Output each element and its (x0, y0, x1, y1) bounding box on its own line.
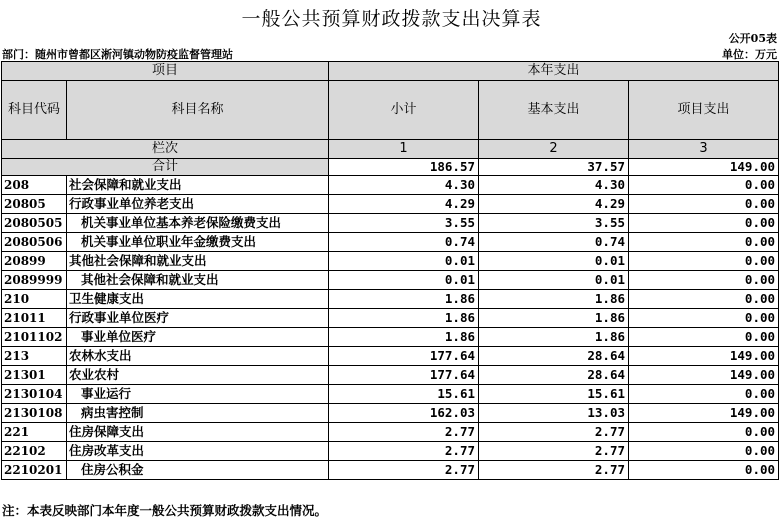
row-subtotal: 1.86 (329, 290, 479, 309)
row-subtotal: 0.74 (329, 233, 479, 252)
row-basic: 28.64 (479, 366, 629, 385)
row-code: 21011 (2, 309, 67, 328)
table-row (2, 347, 779, 366)
unit-label: 单位：万元 (722, 48, 777, 61)
row-project: 0.00 (629, 271, 779, 290)
table-row (2, 233, 779, 252)
row-subtotal: 3.55 (329, 214, 479, 233)
total-basic: 37.57 (479, 159, 629, 176)
row-subtotal: 2.77 (329, 423, 479, 442)
row-basic: 1.86 (479, 309, 629, 328)
row-basic: 1.86 (479, 290, 629, 309)
row-subtotal: 0.01 (329, 271, 479, 290)
row-basic: 3.55 (479, 214, 629, 233)
form-number: 公开05表 (728, 32, 777, 45)
row-basic: 15.61 (479, 385, 629, 404)
row-project: 0.00 (629, 442, 779, 461)
row-name: 住房公积金 (67, 461, 329, 480)
header-code: 科目代码 (2, 81, 67, 140)
row-code: 2130104 (2, 385, 67, 404)
row-project: 0.00 (629, 214, 779, 233)
row-name: 事业单位医疗 (67, 328, 329, 347)
row-code: 20805 (2, 195, 67, 214)
row-project: 0.00 (629, 461, 779, 480)
row-basic: 4.29 (479, 195, 629, 214)
table-row (2, 309, 779, 328)
row-basic: 28.64 (479, 347, 629, 366)
table-row (2, 423, 779, 442)
row-subtotal: 162.03 (329, 404, 479, 423)
table-row (2, 461, 779, 480)
row-name: 行政事业单位养老支出 (67, 195, 329, 214)
row-basic: 13.03 (479, 404, 629, 423)
row-code: 22102 (2, 442, 67, 461)
row-project: 0.00 (629, 195, 779, 214)
row-name: 机关事业单位职业年金缴费支出 (67, 233, 329, 252)
row-project: 0.00 (629, 328, 779, 347)
row-code: 2080506 (2, 233, 67, 252)
header-basic: 基本支出 (479, 81, 629, 140)
total-label: 合计 (2, 159, 329, 176)
row-code: 20899 (2, 252, 67, 271)
row-subtotal: 1.86 (329, 309, 479, 328)
table-body (2, 176, 779, 480)
row-subtotal: 15.61 (329, 385, 479, 404)
table-row (2, 404, 779, 423)
row-basic: 0.01 (479, 252, 629, 271)
header-subtotal: 小计 (329, 81, 479, 140)
report-title: 一般公共预算财政拨款支出决算表 (241, 8, 542, 30)
row-project: 0.00 (629, 423, 779, 442)
row-code: 21301 (2, 366, 67, 385)
row-basic: 0.01 (479, 271, 629, 290)
row-basic: 0.74 (479, 233, 629, 252)
row-code: 2210201 (2, 461, 67, 480)
row-name: 病虫害控制 (67, 404, 329, 423)
row-code: 210 (2, 290, 67, 309)
row-project: 149.00 (629, 366, 779, 385)
row-basic: 2.77 (479, 423, 629, 442)
table-row (2, 366, 779, 385)
row-code: 221 (2, 423, 67, 442)
header-column-index: 栏次 (2, 140, 329, 159)
row-code: 2089999 (2, 271, 67, 290)
row-name: 其他社会保障和就业支出 (67, 271, 329, 290)
table-row (2, 214, 779, 233)
row-project: 0.00 (629, 309, 779, 328)
table-row (2, 252, 779, 271)
table-row (2, 271, 779, 290)
table-row (2, 195, 779, 214)
row-name: 住房保障支出 (67, 423, 329, 442)
header-project-expense: 项目支出 (629, 81, 779, 140)
row-subtotal: 177.64 (329, 347, 479, 366)
header-project: 项目 (2, 62, 329, 81)
row-project: 0.00 (629, 385, 779, 404)
row-name: 卫生健康支出 (67, 290, 329, 309)
row-name: 农林水支出 (67, 347, 329, 366)
header-col-3: 3 (629, 140, 779, 159)
row-project: 0.00 (629, 252, 779, 271)
row-project: 0.00 (629, 233, 779, 252)
row-subtotal: 177.64 (329, 366, 479, 385)
row-subtotal: 4.30 (329, 176, 479, 195)
total-project: 149.00 (629, 159, 779, 176)
table-row (2, 385, 779, 404)
header-name: 科目名称 (67, 81, 329, 140)
header-current-year: 本年支出 (329, 62, 779, 81)
header-col-2: 2 (479, 140, 629, 159)
row-basic: 1.86 (479, 328, 629, 347)
row-code: 2101102 (2, 328, 67, 347)
row-subtotal: 0.01 (329, 252, 479, 271)
row-name: 行政事业单位医疗 (67, 309, 329, 328)
table-row (2, 290, 779, 309)
row-code: 2080505 (2, 214, 67, 233)
row-code: 2130108 (2, 404, 67, 423)
department-label: 部门：随州市曾都区淅河镇动物防疫监督管理站 (2, 48, 233, 61)
total-subtotal: 186.57 (329, 159, 479, 176)
row-basic: 2.77 (479, 442, 629, 461)
expenditure-table (1, 61, 779, 480)
row-basic: 4.30 (479, 176, 629, 195)
row-name: 农业农村 (67, 366, 329, 385)
table-row (2, 328, 779, 347)
table-row (2, 176, 779, 195)
row-code: 213 (2, 347, 67, 366)
row-name: 社会保障和就业支出 (67, 176, 329, 195)
row-subtotal: 2.77 (329, 442, 479, 461)
row-project: 149.00 (629, 347, 779, 366)
row-subtotal: 1.86 (329, 328, 479, 347)
footnote: 注：本表反映部门本年度一般公共预算财政拨款支出情况。 (2, 503, 328, 518)
row-name: 住房改革支出 (67, 442, 329, 461)
row-name: 事业运行 (67, 385, 329, 404)
table-row (2, 442, 779, 461)
row-name: 其他社会保障和就业支出 (67, 252, 329, 271)
total-row (2, 159, 779, 176)
row-name: 机关事业单位基本养老保险缴费支出 (67, 214, 329, 233)
row-basic: 2.77 (479, 461, 629, 480)
row-subtotal: 4.29 (329, 195, 479, 214)
row-project: 0.00 (629, 290, 779, 309)
row-project: 0.00 (629, 176, 779, 195)
row-subtotal: 2.77 (329, 461, 479, 480)
row-project: 149.00 (629, 404, 779, 423)
row-code: 208 (2, 176, 67, 195)
header-col-1: 1 (329, 140, 479, 159)
